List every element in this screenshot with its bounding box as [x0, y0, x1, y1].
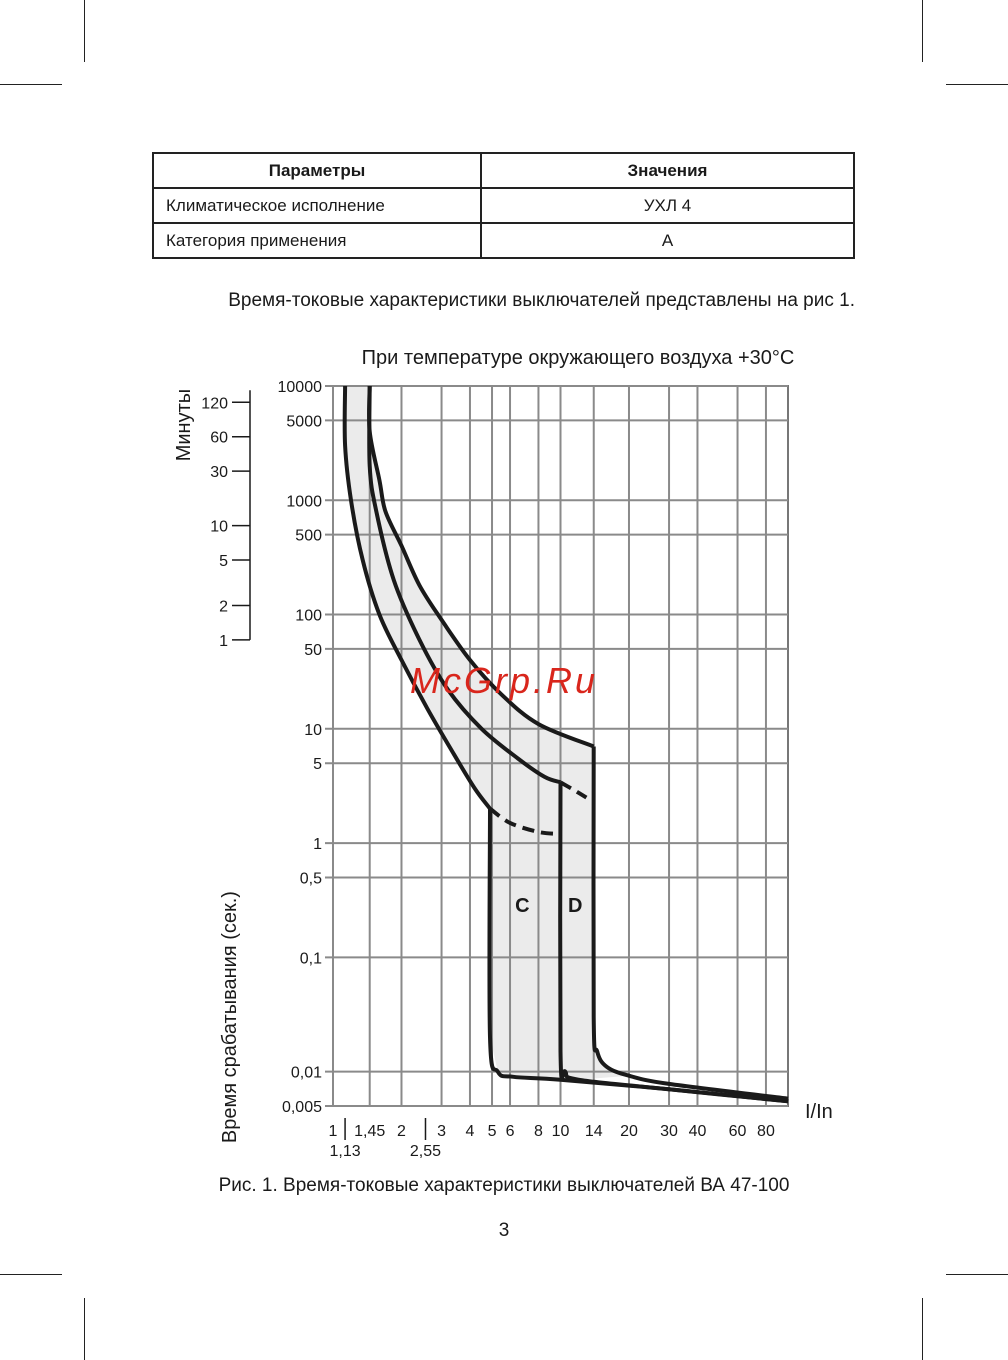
y-tick-label: 50 — [304, 641, 322, 659]
y-tick-label: 500 — [295, 527, 322, 545]
x-tick-label: 5 — [487, 1123, 497, 1140]
table-cell-value: А — [481, 223, 854, 258]
y-tick-label: 5 — [313, 756, 322, 774]
x-tick-label-secondary: 2,55 — [409, 1143, 442, 1160]
y-tick-label: 1000 — [286, 493, 322, 511]
minutes-tick-label: 10 — [210, 518, 228, 536]
chart-title: При температуре окружающего воздуха +30°C — [361, 347, 795, 369]
crop-mark-bl-h — [0, 1274, 62, 1275]
y-tick-label: 0,5 — [299, 870, 322, 888]
crop-mark-bl-v — [84, 1298, 85, 1360]
y-tick-label: 5000 — [286, 413, 322, 431]
minutes-tick-label: 1 — [219, 632, 228, 650]
table-cell-param: Климатическое исполнение — [153, 188, 481, 223]
table-header-row — [153, 153, 854, 188]
y-tick-label: 0,005 — [281, 1099, 322, 1116]
x-tick-label: 8 — [533, 1123, 543, 1140]
minutes-tick-label: 5 — [219, 553, 228, 571]
y-tick-label: 100 — [295, 607, 322, 625]
time-current-chart — [160, 336, 850, 1166]
minutes-tick-label: 30 — [210, 464, 228, 482]
x-tick-label: 14 — [584, 1123, 603, 1140]
table-cell-param: Категория применения — [153, 223, 481, 258]
y-tick-label: 0,01 — [290, 1064, 322, 1082]
series-label: D — [567, 894, 583, 917]
x-tick-label: 3 — [437, 1123, 446, 1140]
x-tick-label-secondary: 1,13 — [329, 1143, 361, 1160]
x-tick-label: 4 — [465, 1123, 475, 1140]
x-tick-label: 20 — [620, 1123, 638, 1140]
table-row — [153, 223, 854, 258]
minutes-axis-label: Минуты — [173, 388, 195, 462]
minutes-tick-label: 2 — [219, 598, 228, 616]
y-tick-label: 10000 — [277, 379, 322, 396]
x-tick-label: 40 — [688, 1123, 707, 1140]
table-header-params: Параметры — [153, 153, 481, 188]
table-row — [153, 188, 854, 223]
x-tick-label: 30 — [660, 1123, 678, 1140]
y-tick-label: 1 — [313, 836, 322, 854]
watermark-text: McGrp.Ru — [410, 660, 599, 701]
crop-mark-br-h — [946, 1274, 1008, 1275]
crop-mark-tr-v — [922, 0, 923, 62]
crop-mark-tl-h — [0, 84, 62, 85]
series-label: C — [515, 894, 530, 917]
minutes-tick-label: 60 — [210, 429, 228, 447]
minutes-tick-label: 120 — [201, 395, 228, 413]
seconds-axis-label: Время срабатывания (сек.) — [219, 891, 241, 1144]
y-tick-label: 10 — [304, 721, 322, 739]
crop-mark-tr-h — [946, 84, 1008, 85]
table-cell-value: УХЛ 4 — [481, 188, 854, 223]
x-tick-label: 80 — [757, 1123, 775, 1140]
figure-caption: Рис. 1. Время-токовые характеристики выключателей ВА 47-100 — [218, 1175, 790, 1196]
page-number: 3 — [498, 1220, 510, 1241]
table-header-values: Значения — [481, 153, 854, 188]
crop-mark-br-v — [922, 1298, 923, 1360]
x-tick-label: 1 — [328, 1123, 338, 1140]
x-tick-label: 1,45 — [354, 1123, 386, 1140]
y-tick-label: 0,1 — [299, 950, 322, 968]
intro-text: Время-токовые характеристики выключателей представлены на рис 1. — [228, 290, 855, 311]
x-tick-label: 60 — [728, 1123, 747, 1140]
x-axis-label: I/In — [805, 1101, 833, 1123]
crop-mark-tl-v — [84, 0, 85, 62]
x-tick-label: 2 — [397, 1123, 406, 1140]
x-tick-label: 10 — [551, 1123, 570, 1140]
x-tick-label: 6 — [505, 1123, 515, 1140]
parameters-table — [152, 152, 855, 259]
